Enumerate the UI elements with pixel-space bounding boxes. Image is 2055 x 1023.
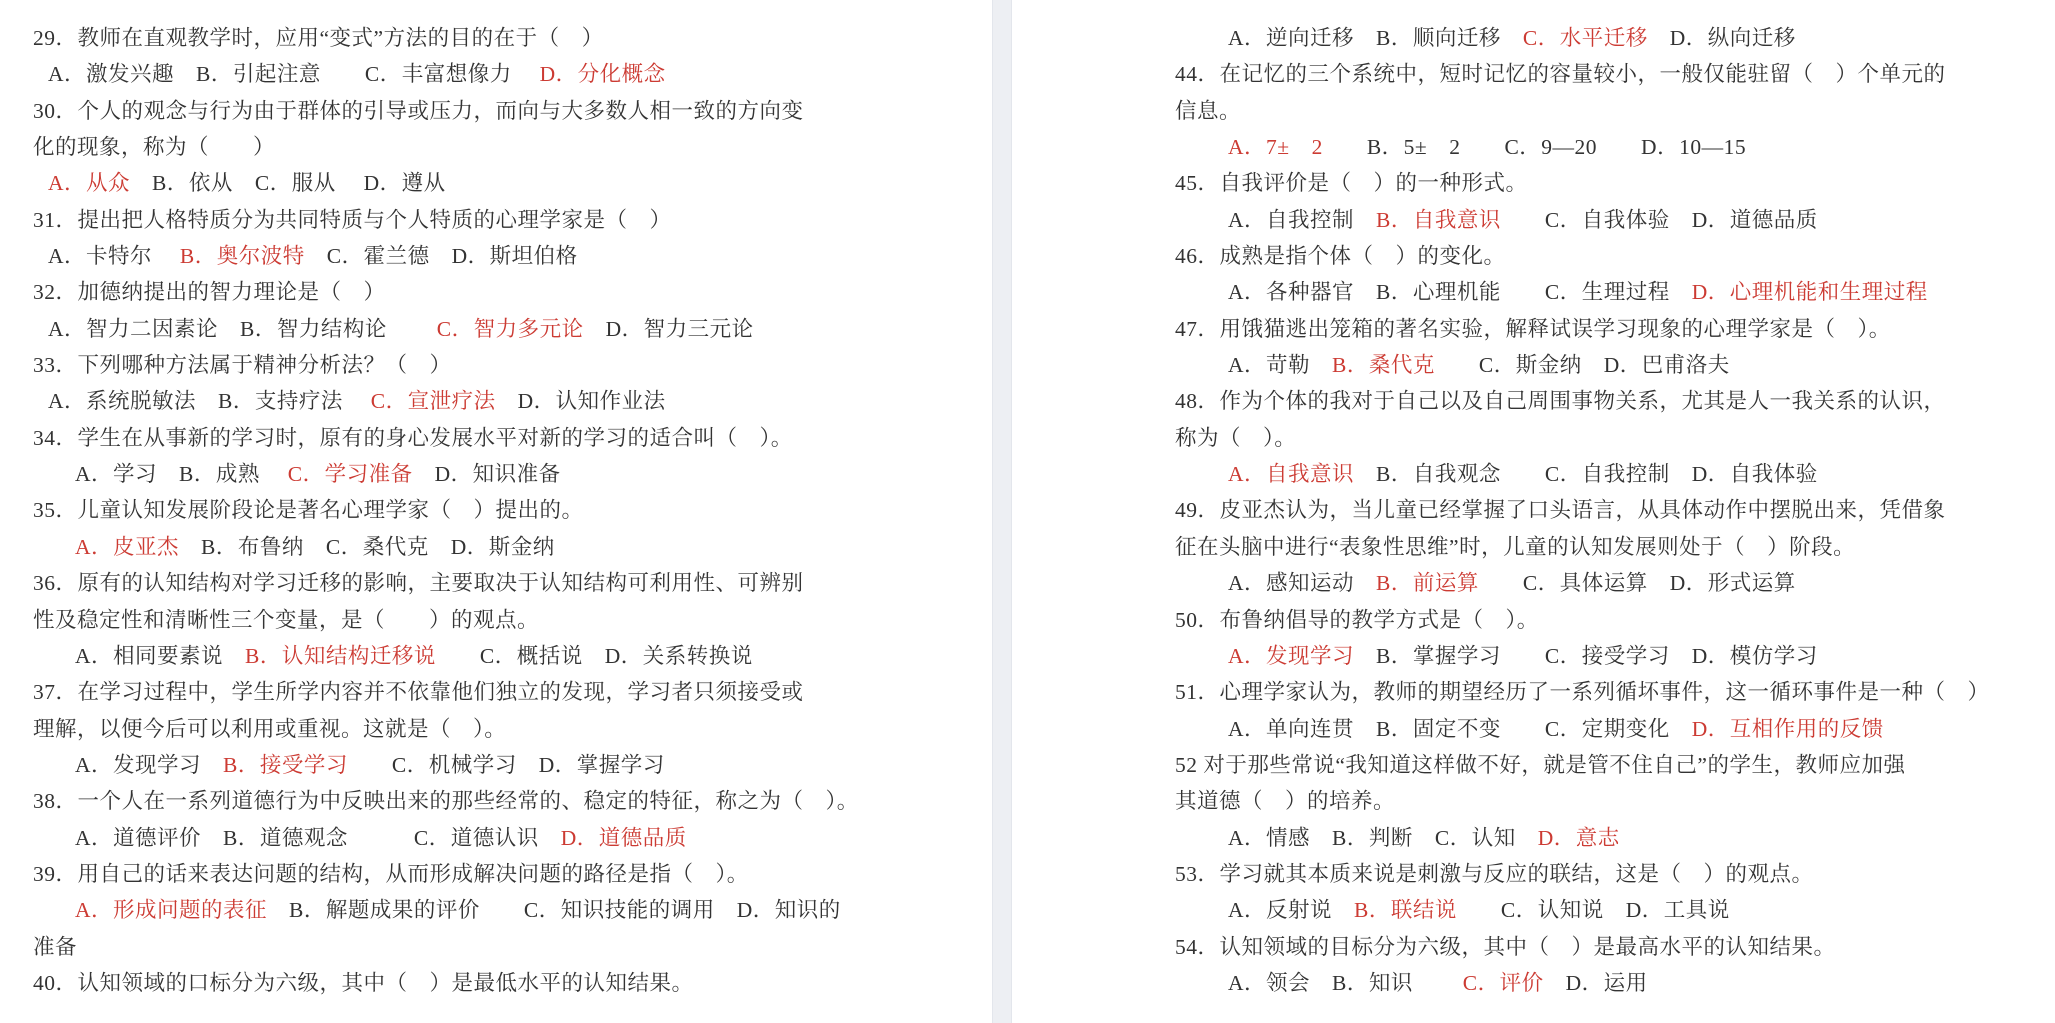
- option-line: [33, 820, 913, 856]
- option-line: [1175, 892, 2025, 928]
- option-line: [33, 892, 913, 928]
- option-line: [33, 383, 913, 419]
- option-line: [1175, 565, 2025, 601]
- answer-highlight: C．水平迁移: [1522, 26, 1648, 50]
- text-segment: 48．作为个体的我对于自己以及自己周围事物关系，尤其是人一我关系的认识，: [1175, 389, 1946, 414]
- text-segment: C．自我体验 D．道德品质: [1500, 207, 1818, 232]
- question-line: [1175, 674, 2025, 710]
- question-line: [1175, 420, 2025, 456]
- question-line: [33, 674, 913, 710]
- question-line: [1175, 929, 2025, 965]
- text-segment: 39．用自己的话来表达问题的结构，从而形成解决问题的路径是指（ ）。: [33, 861, 749, 886]
- answer-highlight: A．从众: [48, 171, 131, 196]
- text-segment: 53．学习就其本质来说是刺激与反应的联结，这是（ ）的观点。: [1175, 861, 1814, 886]
- text-segment: B．布鲁纳 C．桑代克 D．斯金纳: [179, 534, 555, 559]
- text-segment: 其道德（ ）的培养。: [1175, 789, 1396, 814]
- text-segment: A．苛勒: [1228, 353, 1333, 378]
- question-line: [33, 711, 913, 747]
- text-segment: A．智力二因素论 B．智力结构论: [48, 316, 437, 341]
- text-segment: 36．原有的认知结构对学习迁移的影响，主要取决于认知结构可利用性、可辨别: [33, 571, 804, 596]
- answer-highlight: B．前运算: [1376, 571, 1479, 596]
- left-page: [0, 0, 992, 1023]
- option-line: [1175, 820, 2025, 856]
- question-line: [33, 929, 913, 965]
- answer-highlight: C．宣泄疗法: [370, 389, 496, 414]
- question-line: [1175, 238, 2025, 274]
- question-line: [33, 602, 913, 638]
- answer-highlight: B．认知结构迁移说: [245, 643, 436, 668]
- option-line: [1175, 274, 2025, 310]
- left-page-text: [33, 20, 913, 1001]
- option-line: [1175, 711, 2025, 747]
- text-segment: 34．学生在从事新的学习时，原有的身心发展水平对新的学习的适合叫（ ）。: [33, 425, 793, 450]
- question-line: [33, 347, 913, 383]
- question-line: [33, 20, 913, 56]
- text-segment: D．纵向迁移: [1647, 26, 1796, 50]
- text-segment: A．系统脱敏法 B．支持疗法: [48, 389, 371, 414]
- answer-highlight: C．学习准备: [287, 462, 413, 487]
- text-segment: D．运用: [1543, 970, 1648, 995]
- text-segment: B．依从 C．服从 D．遵从: [130, 171, 446, 196]
- answer-highlight: C．智力多元论: [436, 316, 584, 341]
- text-segment: A．感知运动: [1228, 571, 1377, 596]
- text-segment: A．卡特尔: [48, 244, 180, 269]
- question-line: [33, 93, 913, 129]
- option-line: [33, 56, 913, 92]
- text-segment: A．各种器官 B．心理机能 C．生理过程: [1228, 280, 1692, 305]
- page-divider: [992, 0, 1012, 1023]
- text-segment: 33．下列哪种方法属于精神分析法？（ ）: [33, 353, 452, 378]
- text-segment: B．解题成果的评价 C．知识技能的调用 D．知识的: [267, 898, 841, 923]
- text-segment: B．掌握学习 C．接受学习 D．模仿学习: [1354, 643, 1818, 668]
- answer-highlight: A．皮亚杰: [75, 534, 180, 559]
- text-segment: 52 对于那些常说“我知道这样做不好，就是管不住自己”的学生，教师应加强: [1175, 752, 1906, 777]
- question-line: [1175, 383, 2025, 419]
- question-line: [33, 965, 913, 1001]
- answer-highlight: D．心理机能和生理过程: [1691, 280, 1928, 305]
- text-segment: A．情感 B．判断 C．认知: [1228, 825, 1538, 850]
- question-line: [33, 129, 913, 165]
- question-line: [33, 565, 913, 601]
- text-segment: 信息。: [1175, 98, 1242, 123]
- answer-highlight: A．7± 2: [1228, 135, 1323, 160]
- answer-highlight: D．互相作用的反馈: [1691, 716, 1884, 741]
- text-segment: 性及稳定性和清晰性三个变量，是（ ）的观点。: [33, 607, 540, 632]
- text-segment: 47．用饿猫逃出笼箱的著名实验，解释试误学习现象的心理学家是（ ）。: [1175, 316, 1891, 341]
- text-segment: A．领会 B．知识: [1228, 970, 1463, 995]
- question-line: [1175, 783, 2025, 819]
- answer-highlight: B．接受学习: [223, 752, 348, 777]
- text-segment: C．认知说 D．工具说: [1456, 898, 1730, 923]
- question-line: [1175, 602, 2025, 638]
- text-segment: 称为（ ）。: [1175, 425, 1297, 450]
- question-line: [33, 274, 913, 310]
- option-line: [33, 638, 913, 674]
- option-line: [33, 165, 913, 201]
- answer-highlight: D．分化概念: [539, 62, 666, 87]
- text-segment: C．机械学习 D．掌握学习: [347, 752, 665, 777]
- text-segment: C．概括说 D．关系转换说: [435, 643, 753, 668]
- question-line: [1175, 492, 2025, 528]
- text-segment: A．单向连贯 B．固定不变 C．定期变化: [1228, 716, 1692, 741]
- answer-highlight: A．自我意识: [1228, 462, 1355, 487]
- text-segment: 理解，以便今后可以利用或重视。这就是（ ）。: [33, 716, 507, 741]
- text-segment: C．具体运算 D．形式运算: [1478, 571, 1796, 596]
- answer-highlight: D．意志: [1537, 825, 1620, 850]
- option-line: [33, 529, 913, 565]
- text-segment: 31．提出把人格特质分为共同特质与个人特质的心理学家是（ ）: [33, 207, 672, 232]
- option-line: [1175, 347, 2025, 383]
- right-page-text: [1175, 20, 2025, 1001]
- text-segment: D．智力三元论: [583, 316, 754, 341]
- text-segment: 51．心理学家认为，教师的期望经历了一系列循坏事件，这一循环事件是一种（ ）: [1175, 680, 1990, 705]
- answer-highlight: B．奥尔波特: [179, 244, 305, 269]
- text-segment: 准备: [33, 934, 78, 959]
- text-segment: 54．认知领域的目标分为六级，其中（ ）是最高水平的认知结果。: [1175, 934, 1836, 959]
- question-line: [1175, 93, 2025, 129]
- option-line: [1175, 638, 2025, 674]
- text-segment: C．霍兰德 D．斯坦伯格: [304, 244, 578, 269]
- text-segment: D．认知作业法: [495, 389, 666, 414]
- text-segment: A．反射说: [1228, 898, 1355, 923]
- right-page: [1012, 0, 2055, 1023]
- question-line: [1175, 311, 2025, 347]
- answer-highlight: D．道德品质: [560, 825, 687, 850]
- text-segment: A．道德评价 B．道德观念 C．道德认识: [75, 825, 561, 850]
- answer-highlight: A．发现学习: [1228, 643, 1355, 668]
- text-segment: D．知识准备: [412, 462, 561, 487]
- option-line: [33, 747, 913, 783]
- option-line: [1175, 202, 2025, 238]
- text-segment: A．自我控制: [1228, 207, 1377, 232]
- text-segment: 44．在记忆的三个系统中，短时记忆的容量较小，一般仅能驻留（ ）个单元的: [1175, 62, 1946, 87]
- text-segment: B．自我观念 C．自我控制 D．自我体验: [1354, 462, 1818, 487]
- text-segment: 37．在学习过程中，学生所学内容并不依靠他们独立的发现，学习者只须接受或: [33, 680, 804, 705]
- answer-highlight: B．自我意识: [1376, 207, 1501, 232]
- answer-highlight: B．桑代克: [1332, 353, 1435, 378]
- text-segment: A．激发兴趣 B．引起注意 C．丰富想像力: [48, 62, 540, 87]
- text-segment: A．逆向迁移 B．顺向迁移: [1228, 26, 1523, 50]
- text-segment: C．斯金纳 D．巴甫洛夫: [1434, 353, 1730, 378]
- option-line: [33, 311, 913, 347]
- text-segment: 35．儿童认知发展阶段论是著名心理学家（ ）提出的。: [33, 498, 584, 523]
- text-segment: 40．认知领域的口标分为六级，其中（ ）是最低水平的认知结果。: [33, 970, 694, 995]
- text-segment: 49．皮亚杰认为，当儿童已经掌握了口头语言，从具体动作中摆脱出来，凭借象: [1175, 498, 1946, 523]
- option-line: [1175, 129, 2025, 165]
- text-segment: 50．布鲁纳倡导的教学方式是（ ）。: [1175, 607, 1539, 632]
- text-segment: 46．成熟是指个体（ ）的变化。: [1175, 244, 1506, 269]
- text-segment: A．学习 B．成熟: [75, 462, 288, 487]
- text-segment: 征在头脑中进行“表象性思维”时，儿童的认知发展则处于（ ）阶段。: [1175, 534, 1856, 559]
- answer-highlight: B．联结说: [1354, 898, 1457, 923]
- text-segment: 45．自我评价是（ ）的一种形式。: [1175, 171, 1528, 196]
- option-line: [1175, 965, 2025, 1001]
- option-line: [33, 456, 913, 492]
- question-line: [1175, 529, 2025, 565]
- question-line: [33, 783, 913, 819]
- text-segment: 30．个人的观念与行为由于群体的引导或压力，而向与大多数人相一致的方向变: [33, 98, 804, 123]
- question-line: [1175, 56, 2025, 92]
- text-segment: 38．一个人在一系列道德行为中反映出来的那些经常的、稳定的特征，称之为（ ）。: [33, 789, 859, 814]
- text-segment: 化的现象，称为（ ）: [33, 135, 276, 160]
- question-line: [33, 856, 913, 892]
- question-line: [33, 420, 913, 456]
- text-segment: 29．教师在直观教学时，应用“变式”方法的目的在于（ ）: [33, 26, 604, 50]
- question-line: [33, 202, 913, 238]
- question-line: [1175, 165, 2025, 201]
- option-line: [1175, 456, 2025, 492]
- answer-highlight: A．形成问题的表征: [75, 898, 268, 923]
- answer-highlight: C．评价: [1462, 970, 1544, 995]
- text-segment: B．5± 2 C．9—20 D．10—15: [1322, 135, 1747, 160]
- question-line: [33, 492, 913, 528]
- text-segment: A．发现学习: [75, 752, 224, 777]
- option-line: [33, 238, 913, 274]
- text-segment: A．相同要素说: [75, 643, 246, 668]
- question-line: [1175, 856, 2025, 892]
- text-segment: 32．加德纳提出的智力理论是（ ）: [33, 280, 386, 305]
- option-line: [1175, 20, 2025, 56]
- question-line: [1175, 747, 2025, 783]
